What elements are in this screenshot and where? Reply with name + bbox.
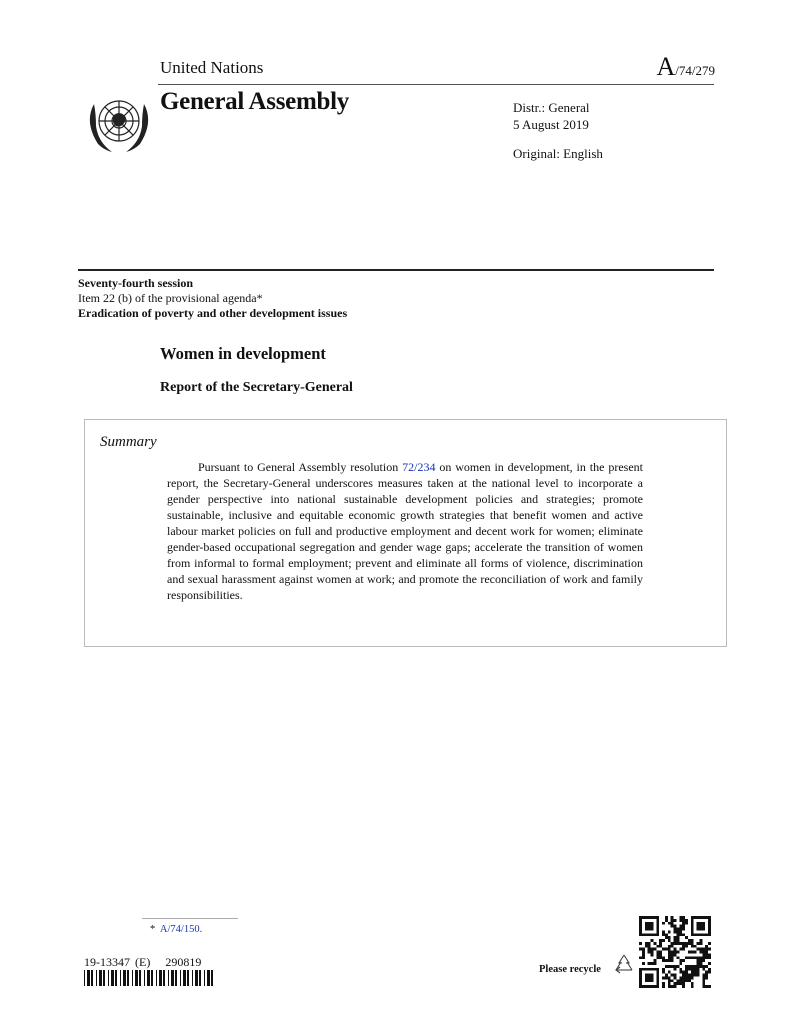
footnote [150, 924, 202, 935]
job-date: 290819 [165, 955, 202, 969]
organization-name: United Nations [160, 58, 264, 77]
document-number: 19-13347 (E) [84, 955, 151, 969]
document-date: 5 August 2019 [513, 117, 589, 132]
footnote-rule [142, 918, 238, 919]
summary-text-before: Pursuant to General Assembly resolution [198, 460, 403, 474]
agenda-item: Item 22 (b) of the provisional agenda* [78, 291, 263, 305]
recycle-icon [612, 952, 636, 976]
footnote-marker: * [150, 924, 156, 935]
session-block [78, 276, 347, 321]
resolution-link[interactable]: 72/234 [402, 460, 436, 474]
qr-code-icon [639, 916, 711, 988]
document-number-line [84, 955, 201, 970]
original-language: Original: English [513, 146, 603, 161]
report-title: Women in development [160, 344, 326, 363]
session-rule [78, 269, 714, 271]
recycle-text: Please recycle [539, 964, 601, 975]
summary-heading: Summary [100, 434, 157, 450]
session-name: Seventy-fourth session [78, 276, 194, 290]
barcode-icon [84, 970, 216, 986]
footnote-link[interactable]: A/74/150. [159, 924, 203, 935]
header-rule [158, 84, 714, 85]
body-name: General Assembly [160, 88, 349, 115]
distribution: Distr.: General [513, 100, 590, 115]
summary-text [167, 459, 643, 603]
summary-text-after: on women in development, in the present report, the Secretary-General underscores measures taken at the national level to incorporate a gender perspective into national sustainable development policies and strategies; promote sustainable, inclusive and equitable economic growth strategies that benefit women and active labour market policies on full and productive employment and decent work for women; eliminate gender-based occupational segregation and gender wage gaps; accelerate the transition of women from informal to formal employment; prevent and eliminate all forms of violence, discrimination and sexual harassment against women at work; and promote the reconciliation of work and family responsibilities. [167, 460, 643, 602]
symbol-prefix: A [656, 52, 676, 81]
symbol-suffix: /74/279 [675, 63, 715, 78]
report-subtitle: Report of the Secretary-General [160, 380, 353, 395]
agenda-title: Eradication of poverty and other development issues [78, 306, 348, 320]
distribution-block [513, 99, 590, 133]
document-symbol [656, 52, 715, 82]
un-emblem-icon [80, 90, 158, 156]
